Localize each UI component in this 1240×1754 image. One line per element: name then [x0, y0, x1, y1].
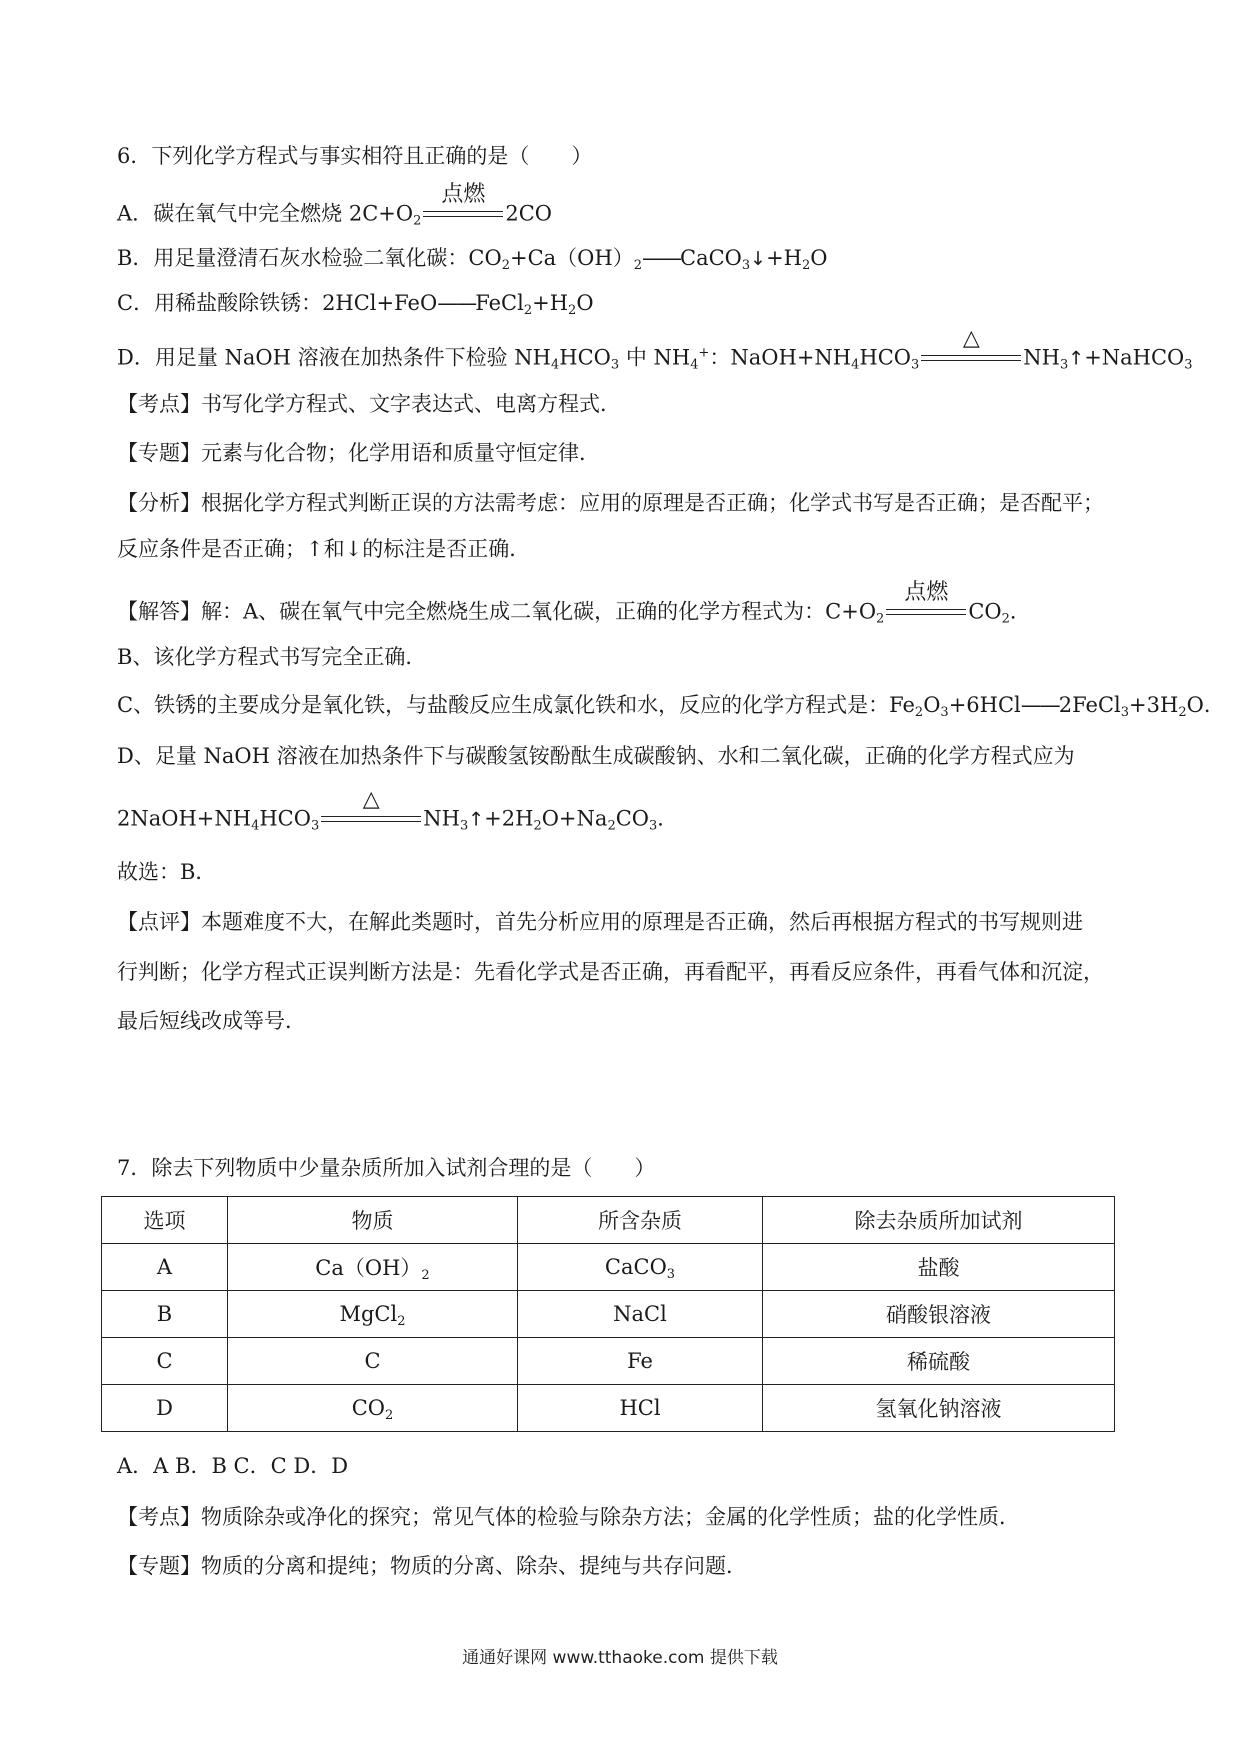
- q6-kaodian: 【考点】书写化学方程式、文字表达式、电离方程式．: [117, 392, 621, 416]
- impurity-cell: Fe: [518, 1338, 763, 1385]
- option-cell: D: [102, 1385, 228, 1432]
- table-header-row: [102, 1197, 1115, 1244]
- q6-zhuanti: 【专题】元素与化合物；化学用语和质量守恒定律．: [117, 441, 600, 465]
- substance-cell: C: [228, 1338, 518, 1385]
- option-cell: B: [102, 1291, 228, 1338]
- q6-stem: 6．下列化学方程式与事实相符且正确的是（ ）: [117, 144, 593, 168]
- reagent-cell: 盐酸: [763, 1244, 1115, 1291]
- q6-option-a: A．碳在氧气中完全燃烧 $2C+O_2$ 点燃 2CO: [117, 182, 553, 229]
- equals-sign: [423, 211, 503, 217]
- table-row: [102, 1385, 1115, 1432]
- table-row: [102, 1244, 1115, 1291]
- table-header: 所含杂质: [518, 1197, 763, 1244]
- q6-option-c: C．用稀盐酸除铁锈：$2HCl+FeO——FeCl_2+H_2O$: [117, 291, 594, 318]
- reaction-condition: 点燃: [886, 585, 966, 625]
- page-footer: 通通好课网 www.tthaoke.com 提供下载: [462, 1648, 778, 1668]
- q6-solution-d-2: $2NaOH+NH_4HCO_3$ △ $NH_3↑+2H_2O+Na_2CO_3$．: [117, 787, 679, 834]
- reaction-condition: △: [321, 792, 421, 832]
- q6-solution-b: B、该化学方程式书写完全正确．: [117, 645, 427, 669]
- q6-dianping-3: 最后短线改成等号．: [117, 1009, 306, 1033]
- dash-sign: ——: [437, 291, 476, 315]
- table-row: [102, 1291, 1115, 1338]
- reagent-cell: 硝酸银溶液: [763, 1291, 1115, 1338]
- substance-cell: MgCl$_2$: [228, 1291, 518, 1338]
- q7-kaodian: 【考点】物质除杂或净化的探究；常见气体的检验与除杂方法；金属的化学性质；盐的化学性质．: [117, 1505, 1020, 1529]
- q6-solution-d-1: D、足量 NaOH 溶液在加热条件下与碳酸氢铵酚酞生成碳酸钠、水和二氧化碳，正确的化学方程式应为: [117, 744, 1075, 768]
- reagent-cell: 稀硫酸: [763, 1338, 1115, 1385]
- reagent-cell: 氢氧化钠溶液: [763, 1385, 1115, 1432]
- dash-sign: ——: [1020, 693, 1059, 717]
- table-header: 选项: [102, 1197, 228, 1244]
- option-cell: C: [102, 1338, 228, 1385]
- option-cell: A: [102, 1244, 228, 1291]
- q6-answer: 故选：B．: [117, 860, 217, 884]
- q6-option-d: D．用足量 NaOH 溶液在加热条件下检验 $NH_4HCO_3$ 中 $NH_4^+$：$NaOH+NH_4HCO_3$ △ $NH_3↑+NaHCO_3$: [117, 326, 1193, 373]
- equals-sign: [886, 609, 966, 615]
- reaction-condition: 点燃: [423, 187, 503, 227]
- q7-choices: A．A B．B C．C D．D: [117, 1454, 349, 1478]
- substance-cell: $Ca(OH)_2$: [228, 1244, 518, 1291]
- q7-zhuanti: 【专题】物质的分离和提纯；物质的分离、除杂、提纯与共存问题．: [117, 1554, 747, 1578]
- substance-cell: $CO_2$: [228, 1385, 518, 1432]
- dash-sign: ——: [642, 246, 680, 270]
- q6-jieda: 【解答】解：A、碳在氧气中完全燃烧生成二氧化碳，正确的化学方程式为：$C+O_2$ 点燃 $CO_2$．: [117, 580, 1031, 627]
- q6-dianping-2: 行判断；化学方程式正误判断方法是：先看化学式是否正确，再看配平，再看反应条件，再看气体和沉淀，: [117, 960, 1104, 984]
- impurity-cell: HCl: [518, 1385, 763, 1432]
- impurity-cell: NaCl: [518, 1291, 763, 1338]
- q6-fenxi-1: 【分析】根据化学方程式判断正误的方法需考虑：应用的原理是否正确；化学式书写是否正确；是否配平；: [117, 491, 1104, 515]
- q6-dianping-1: 【点评】本题难度不大，在解此类题时，首先分析应用的原理是否正确，然后再根据方程式的书写规则进: [117, 910, 1083, 934]
- table-header: 物质: [228, 1197, 518, 1244]
- table-header: 除去杂质所加试剂: [763, 1197, 1115, 1244]
- impurity-table: [101, 1196, 1115, 1432]
- table-row: [102, 1338, 1115, 1385]
- q7-stem: 7．除去下列物质中少量杂质所加入试剂合理的是（ ）: [117, 1156, 656, 1180]
- impurity-cell: CaCO$_3$: [518, 1244, 763, 1291]
- q6-fenxi-2: 反应条件是否正确；↑和↓的标注是否正确．: [117, 537, 531, 561]
- q6-option-b: B．用足量澄清石灰水检验二氧化碳：$CO_2+Ca(OH)_2——CaCO_3↓+H_2O$: [117, 246, 828, 273]
- equals-sign: [321, 816, 421, 822]
- equals-sign: [921, 355, 1021, 361]
- reaction-condition: △: [921, 331, 1021, 371]
- q6-solution-c: C、铁锈的主要成分是氧化铁，与盐酸反应生成氯化铁和水，反应的化学方程式是：$Fe_2O_3+6HCl——2FeCl_3+3H_2O$．: [117, 693, 1225, 720]
